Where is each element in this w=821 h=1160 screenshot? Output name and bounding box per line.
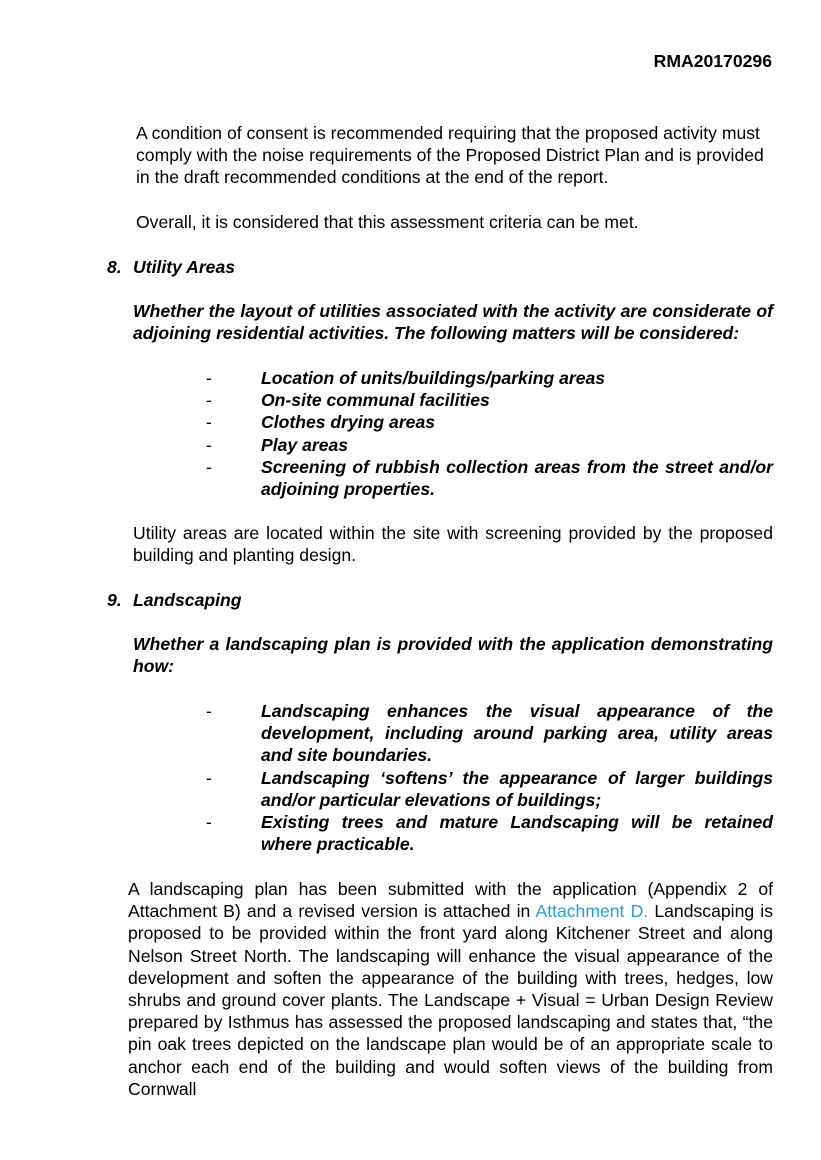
dash-bullet: -: [206, 434, 212, 455]
overall-paragraph: Overall, it is considered that this assessment criteria can be met.: [136, 212, 639, 232]
list-item-text: Play areas: [261, 434, 349, 455]
section-8-criteria: Whether the layout of utilities associated with the activity are considerate of adjoining residential activities. The following matters will be considered:: [133, 301, 773, 344]
list-item-text: Clothes drying areas: [261, 412, 436, 433]
list-item: [206, 411, 773, 433]
attachment-d-link[interactable]: Attachment D.: [535, 901, 649, 922]
section-8-heading: [107, 256, 235, 278]
section-9-assessment: [128, 878, 773, 1100]
dash-bullet: -: [206, 701, 212, 721]
section-9-criteria: Whether a landscaping plan is provided with the application demonstrating how:: [133, 634, 773, 677]
assessment-text-end: Landscaping is proposed to be provided within the front yard along Kitchener Street and along Nelson Street North. The landscaping will enhance the visual appearance of the development and soften the appearance of the building with trees, hedges, low shrubs and ground cover plants. The Landscape + Visual = Urban Design Review prepared by Isthmus has assessed the proposed landscaping and states that, “the pin oak trees depicted on the landscape plan would be of an appropriate scale to anchor each end of the building and would soften views of the building from Cornwall: [128, 901, 773, 1099]
dash-bullet: -: [206, 390, 212, 411]
dash-bullet: -: [206, 456, 212, 477]
list-item-text: Landscaping enhances the visual appearance of the development, including around parking area, utility areas and site boundaries.: [261, 701, 773, 766]
section-8-assessment: Utility areas are located within the site with screening provided by the proposed building and planting design.: [133, 523, 773, 566]
dash-bullet: -: [206, 368, 212, 388]
document-reference: RMA20170296: [653, 51, 772, 71]
list-item: [206, 456, 773, 500]
section-9-heading: [107, 589, 242, 611]
list-item: [206, 389, 773, 411]
section-8-number: 8.: [107, 257, 122, 277]
section-9-title: Landscaping: [133, 590, 242, 610]
section-9-list: [206, 700, 773, 855]
assessment-text-start: A landscaping plan has been submitted with the application (Appendix 2 of Attachment B) and a revised version is attached in: [128, 879, 773, 922]
dash-bullet: -: [206, 812, 212, 833]
dash-bullet: -: [206, 767, 212, 788]
list-item-text: Landscaping ‘softens’ the appearance of larger buildings and/or particular elevations of buildings;: [261, 767, 773, 810]
dash-bullet: -: [206, 412, 212, 433]
intro-paragraph: A condition of consent is recommended requiring that the proposed activity must comply with the noise requirements of the Proposed District Plan and is provided in the draft recommended conditions at the end of the report.: [136, 123, 764, 188]
list-item-text: Screening of rubbish collection areas from the street and/or adjoining properties.: [261, 456, 773, 500]
list-item: [206, 767, 773, 811]
list-item-text: Location of units/buildings/parking areas: [261, 368, 606, 388]
list-item: [206, 367, 773, 389]
section-8-list: [206, 367, 773, 500]
list-item: [206, 811, 773, 855]
list-item-text: On-site communal facilities: [261, 390, 490, 411]
section-8-title: Utility Areas: [133, 257, 236, 277]
list-item: [206, 700, 773, 767]
list-item-text: Existing trees and mature Landscaping will be retained where practicable.: [261, 812, 773, 855]
section-9-number: 9.: [107, 590, 122, 610]
list-item: [206, 434, 773, 456]
